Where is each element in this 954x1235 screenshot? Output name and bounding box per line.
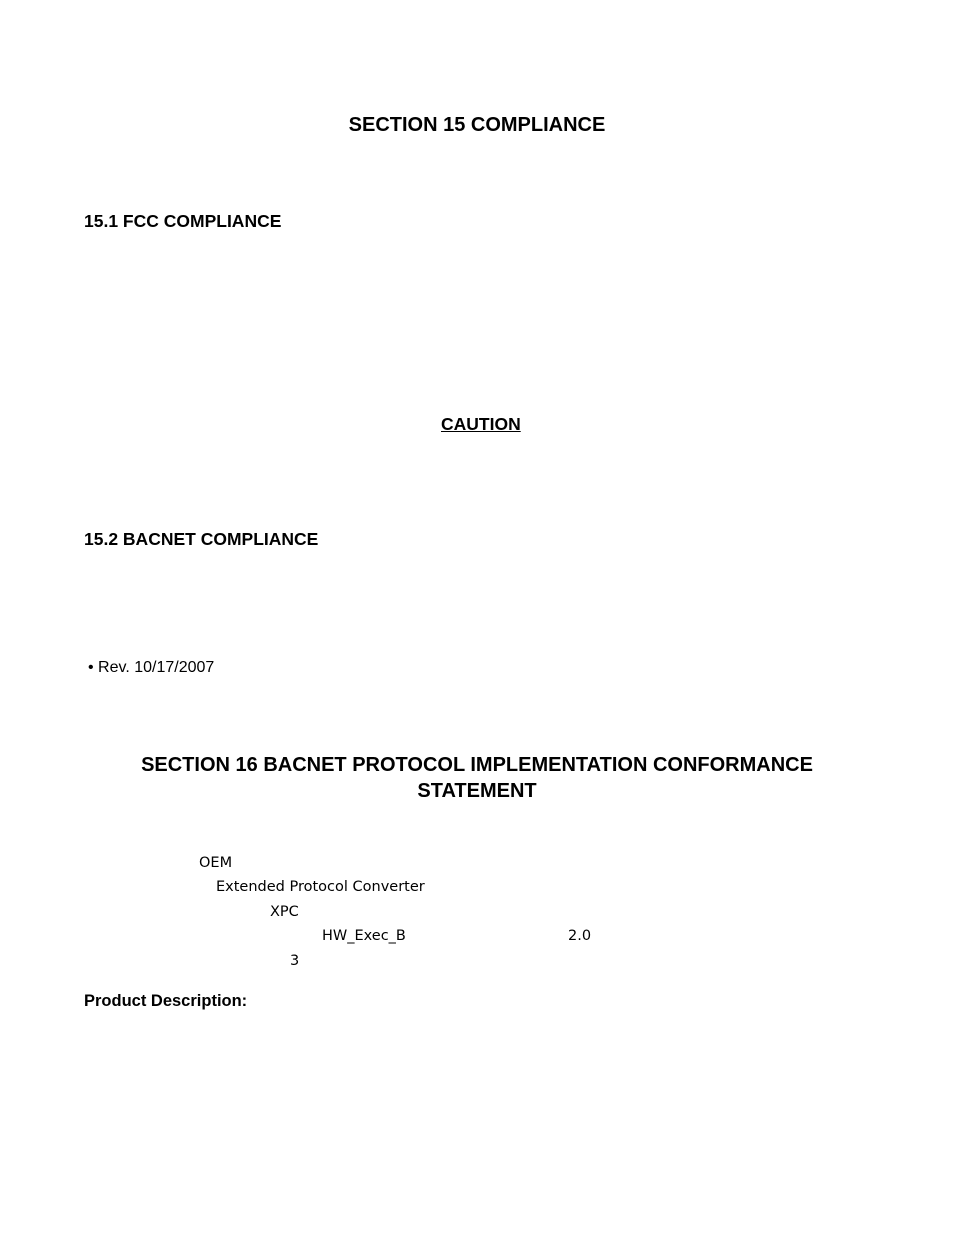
vendor-value: OEM: [199, 855, 233, 871]
application-software-value: HW_Exec_B: [322, 928, 406, 944]
section-16-title-line-1: SECTION 16 BACNET PROTOCOL IMPLEMENTATION CONFORMANCE: [141, 754, 813, 776]
section-15-title: SECTION 15 COMPLIANCE: [348, 114, 606, 136]
firmware-revision-value: 2.0: [568, 928, 592, 944]
section-16-title-line-2: STATEMENT: [417, 780, 537, 802]
model-value: XPC: [270, 904, 299, 920]
revision-note: • Rev. 10/17/2007: [88, 659, 215, 676]
caution-label: CAUTION: [441, 414, 521, 434]
product-name-value: Extended Protocol Converter: [216, 879, 425, 895]
protocol-revision-value: 3: [290, 953, 300, 969]
product-description-label: Product Description:: [84, 992, 248, 1010]
bacnet-compliance-heading: 15.2 BACNET COMPLIANCE: [84, 529, 319, 549]
section-16-title: [0, 752, 954, 804]
fcc-compliance-heading: 15.1 FCC COMPLIANCE: [84, 211, 282, 231]
